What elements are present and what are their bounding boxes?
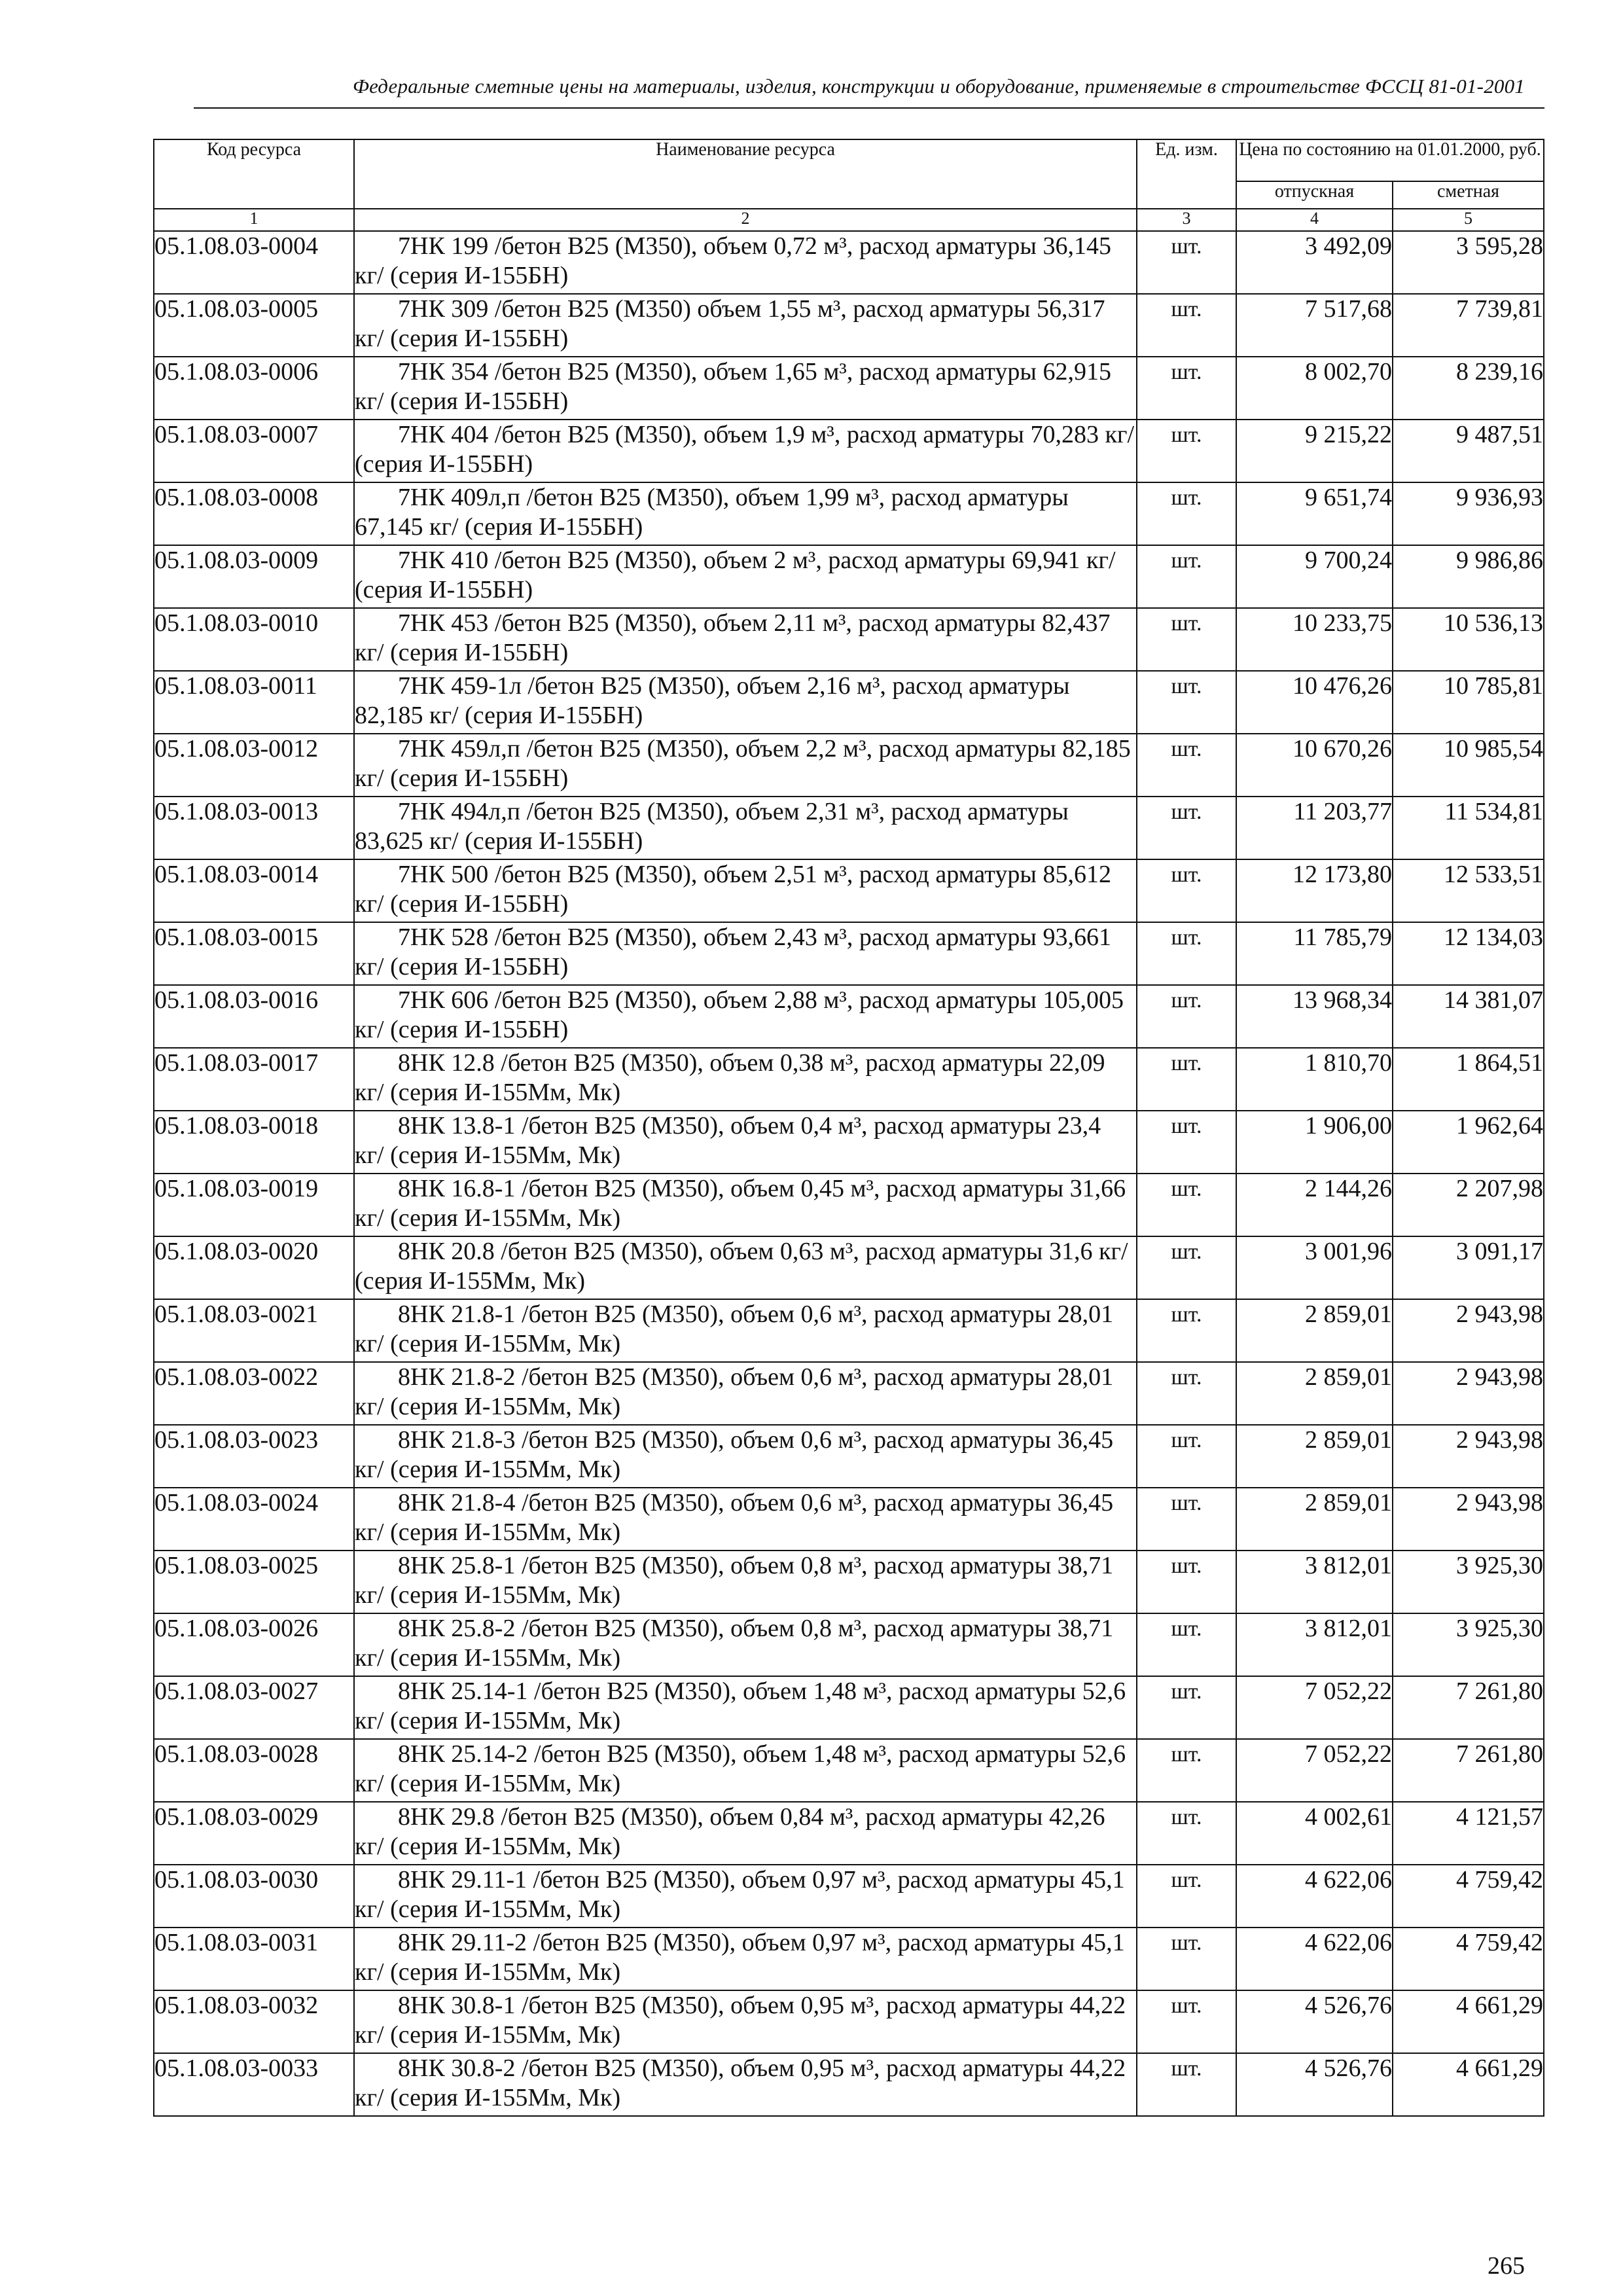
resource-name: 7НК 459-1л /бетон В25 (М350), объем 2,16 м³, расход арматуры 82,185 кг/ (серия И-155БН) — [354, 671, 1137, 734]
resource-code: 05.1.08.03-0015 — [154, 922, 354, 985]
estimate-price: 3 595,28 — [1393, 231, 1544, 294]
release-price: 11 203,77 — [1236, 797, 1393, 859]
resource-name: 7НК 309 /бетон В25 (М350) объем 1,55 м³, расход арматуры 56,317 кг/ (серия И-155БН) — [354, 294, 1137, 357]
release-price: 4 002,61 — [1236, 1802, 1393, 1865]
resource-code: 05.1.08.03-0007 — [154, 420, 354, 482]
column-header-name: Наименование ресурса — [354, 139, 1137, 209]
release-price: 3 812,01 — [1236, 1551, 1393, 1613]
release-price: 9 700,24 — [1236, 545, 1393, 608]
unit: шт. — [1137, 2053, 1236, 2116]
resource-code: 05.1.08.03-0026 — [154, 1613, 354, 1676]
resource-name: 8НК 16.8-1 /бетон В25 (М350), объем 0,45 м³, расход арматуры 31,66 кг/ (серия И-155Мм, Мк) — [354, 1174, 1137, 1236]
resource-name: 8НК 25.8-2 /бетон В25 (М350), объем 0,8 м³, расход арматуры 38,71 кг/ (серия И-155Мм, Мк) — [354, 1613, 1137, 1676]
unit: шт. — [1137, 1739, 1236, 1802]
estimate-price: 4 661,29 — [1393, 2053, 1544, 2116]
table-row — [154, 1174, 1544, 1236]
estimate-price: 2 943,98 — [1393, 1299, 1544, 1362]
resource-name: 8НК 29.11-2 /бетон В25 (М350), объем 0,97 м³, расход арматуры 45,1 кг/ (серия И-155Мм, Мк) — [354, 1928, 1137, 1990]
unit: шт. — [1137, 294, 1236, 357]
table-row — [154, 1802, 1544, 1865]
estimate-price: 2 943,98 — [1393, 1362, 1544, 1425]
table-row — [154, 357, 1544, 420]
table-row — [154, 1865, 1544, 1928]
resource-name: 8НК 20.8 /бетон В25 (М350), объем 0,63 м³, расход арматуры 31,6 кг/ (серия И-155Мм, Мк) — [354, 1236, 1137, 1299]
estimate-price: 1 962,64 — [1393, 1111, 1544, 1174]
release-price: 2 859,01 — [1236, 1425, 1393, 1488]
resource-code: 05.1.08.03-0024 — [154, 1488, 354, 1551]
unit: шт. — [1137, 1613, 1236, 1676]
table-row — [154, 797, 1544, 859]
release-price: 10 670,26 — [1236, 734, 1393, 797]
release-price: 11 785,79 — [1236, 922, 1393, 985]
resource-code: 05.1.08.03-0027 — [154, 1676, 354, 1739]
unit: шт. — [1137, 1299, 1236, 1362]
column-number: 5 — [1393, 209, 1544, 231]
table-row — [154, 1425, 1544, 1488]
unit: шт. — [1137, 1236, 1236, 1299]
running-header: Федеральные сметные цены на материалы, изделия, конструкции и оборудование, применяемые в строительстве ФССЦ 81-01-2001 — [352, 75, 1525, 98]
resource-name: 7НК 410 /бетон В25 (М350), объем 2 м³, расход арматуры 69,941 кг/ (серия И-155БН) — [354, 545, 1137, 608]
table-row — [154, 482, 1544, 545]
release-price: 10 233,75 — [1236, 608, 1393, 671]
estimate-price: 7 261,80 — [1393, 1739, 1544, 1802]
resource-code: 05.1.08.03-0020 — [154, 1236, 354, 1299]
table-row — [154, 1111, 1544, 1174]
resource-code: 05.1.08.03-0018 — [154, 1111, 354, 1174]
resource-name: 8НК 30.8-2 /бетон В25 (М350), объем 0,95 м³, расход арматуры 44,22 кг/ (серия И-155Мм, Мк) — [354, 2053, 1137, 2116]
resource-code: 05.1.08.03-0030 — [154, 1865, 354, 1928]
table-row — [154, 545, 1544, 608]
unit: шт. — [1137, 1425, 1236, 1488]
resource-name: 7НК 453 /бетон В25 (М350), объем 2,11 м³, расход арматуры 82,437 кг/ (серия И-155БН) — [354, 608, 1137, 671]
release-price: 3 001,96 — [1236, 1236, 1393, 1299]
resource-code: 05.1.08.03-0019 — [154, 1174, 354, 1236]
estimate-price: 4 661,29 — [1393, 1990, 1544, 2053]
unit: шт. — [1137, 1362, 1236, 1425]
table-row — [154, 671, 1544, 734]
resource-name: 8НК 25.14-2 /бетон В25 (М350), объем 1,48 м³, расход арматуры 52,6 кг/ (серия И-155Мм, Мк) — [354, 1739, 1137, 1802]
resource-code: 05.1.08.03-0009 — [154, 545, 354, 608]
release-price: 4 526,76 — [1236, 2053, 1393, 2116]
column-number: 2 — [354, 209, 1137, 231]
estimate-price: 2 943,98 — [1393, 1425, 1544, 1488]
resource-name: 8НК 21.8-2 /бетон В25 (М350), объем 0,6 м³, расход арматуры 28,01 кг/ (серия И-155Мм, Мк) — [354, 1362, 1137, 1425]
estimate-price: 12 533,51 — [1393, 859, 1544, 922]
column-header-price-group: Цена по состоянию на 01.01.2000, руб. — [1236, 139, 1544, 181]
resource-code: 05.1.08.03-0014 — [154, 859, 354, 922]
estimate-price: 10 536,13 — [1393, 608, 1544, 671]
unit: шт. — [1137, 1111, 1236, 1174]
unit: шт. — [1137, 985, 1236, 1048]
release-price: 1 810,70 — [1236, 1048, 1393, 1111]
header-divider — [194, 107, 1544, 109]
resource-name: 7НК 459л,п /бетон В25 (М350), объем 2,2 м³, расход арматуры 82,185 кг/ (серия И-155БН) — [354, 734, 1137, 797]
estimate-price: 14 381,07 — [1393, 985, 1544, 1048]
resource-name: 8НК 29.8 /бетон В25 (М350), объем 0,84 м³, расход арматуры 42,26 кг/ (серия И-155Мм, Мк) — [354, 1802, 1137, 1865]
release-price: 2 859,01 — [1236, 1488, 1393, 1551]
unit: шт. — [1137, 608, 1236, 671]
resource-name: 8НК 21.8-4 /бетон В25 (М350), объем 0,6 м³, расход арматуры 36,45 кг/ (серия И-155Мм, Мк) — [354, 1488, 1137, 1551]
table-row — [154, 1488, 1544, 1551]
resource-code: 05.1.08.03-0025 — [154, 1551, 354, 1613]
table-row — [154, 1048, 1544, 1111]
resource-code: 05.1.08.03-0010 — [154, 608, 354, 671]
resource-code: 05.1.08.03-0012 — [154, 734, 354, 797]
unit: шт. — [1137, 420, 1236, 482]
unit: шт. — [1137, 1865, 1236, 1928]
estimate-price: 2 207,98 — [1393, 1174, 1544, 1236]
table-body — [154, 231, 1544, 2116]
unit: шт. — [1137, 1928, 1236, 1990]
estimate-price: 3 925,30 — [1393, 1551, 1544, 1613]
estimate-price: 12 134,03 — [1393, 922, 1544, 985]
table-row — [154, 1739, 1544, 1802]
unit: шт. — [1137, 734, 1236, 797]
resource-name: 8НК 13.8-1 /бетон В25 (М350), объем 0,4 м³, расход арматуры 23,4 кг/ (серия И-155Мм, Мк) — [354, 1111, 1137, 1174]
release-price: 13 968,34 — [1236, 985, 1393, 1048]
unit: шт. — [1137, 482, 1236, 545]
table-row — [154, 1990, 1544, 2053]
column-header-unit: Ед. изм. — [1137, 139, 1236, 209]
column-number: 4 — [1236, 209, 1393, 231]
resource-name: 8НК 21.8-1 /бетон В25 (М350), объем 0,6 м³, расход арматуры 28,01 кг/ (серия И-155Мм, Мк) — [354, 1299, 1137, 1362]
column-number: 1 — [154, 209, 354, 231]
column-header-estimate-price: сметная — [1393, 181, 1544, 209]
estimate-price: 4 759,42 — [1393, 1865, 1544, 1928]
resource-code: 05.1.08.03-0023 — [154, 1425, 354, 1488]
table-row — [154, 420, 1544, 482]
resource-name: 7НК 606 /бетон В25 (М350), объем 2,88 м³, расход арматуры 105,005 кг/ (серия И-155БН) — [354, 985, 1137, 1048]
resource-code: 05.1.08.03-0032 — [154, 1990, 354, 2053]
estimate-price: 4 121,57 — [1393, 1802, 1544, 1865]
table-row — [154, 1236, 1544, 1299]
estimate-price: 3 925,30 — [1393, 1613, 1544, 1676]
release-price: 3 812,01 — [1236, 1613, 1393, 1676]
unit: шт. — [1137, 859, 1236, 922]
release-price: 2 144,26 — [1236, 1174, 1393, 1236]
estimate-price: 10 985,54 — [1393, 734, 1544, 797]
unit: шт. — [1137, 1802, 1236, 1865]
release-price: 9 651,74 — [1236, 482, 1393, 545]
estimate-price: 4 759,42 — [1393, 1928, 1544, 1990]
table-row — [154, 1362, 1544, 1425]
unit: шт. — [1137, 1048, 1236, 1111]
table-row — [154, 1299, 1544, 1362]
release-price: 9 215,22 — [1236, 420, 1393, 482]
resource-name: 7НК 494л,п /бетон В25 (М350), объем 2,31 м³, расход арматуры 83,625 кг/ (серия И-155БН) — [354, 797, 1137, 859]
resource-name: 7НК 354 /бетон В25 (М350), объем 1,65 м³, расход арматуры 62,915 кг/ (серия И-155БН) — [354, 357, 1137, 420]
resource-code: 05.1.08.03-0029 — [154, 1802, 354, 1865]
estimate-price: 9 986,86 — [1393, 545, 1544, 608]
resource-code: 05.1.08.03-0028 — [154, 1739, 354, 1802]
estimate-price: 8 239,16 — [1393, 357, 1544, 420]
table-row — [154, 2053, 1544, 2116]
resource-name: 7НК 528 /бетон В25 (М350), объем 2,43 м³, расход арматуры 93,661 кг/ (серия И-155БН) — [354, 922, 1137, 985]
estimate-price: 10 785,81 — [1393, 671, 1544, 734]
unit: шт. — [1137, 545, 1236, 608]
estimate-price: 9 487,51 — [1393, 420, 1544, 482]
unit: шт. — [1137, 671, 1236, 734]
unit: шт. — [1137, 1174, 1236, 1236]
release-price: 10 476,26 — [1236, 671, 1393, 734]
resource-name: 7НК 404 /бетон В25 (М350), объем 1,9 м³, расход арматуры 70,283 кг/ (серия И-155БН) — [354, 420, 1137, 482]
column-number: 3 — [1137, 209, 1236, 231]
resource-name: 8НК 29.11-1 /бетон В25 (М350), объем 0,97 м³, расход арматуры 45,1 кг/ (серия И-155Мм, Мк) — [354, 1865, 1137, 1928]
release-price: 7 517,68 — [1236, 294, 1393, 357]
column-header-code: Код ресурса — [154, 139, 354, 209]
estimate-price: 7 739,81 — [1393, 294, 1544, 357]
unit: шт. — [1137, 1488, 1236, 1551]
resource-code: 05.1.08.03-0008 — [154, 482, 354, 545]
resource-code: 05.1.08.03-0013 — [154, 797, 354, 859]
release-price: 4 526,76 — [1236, 1990, 1393, 2053]
estimate-price: 7 261,80 — [1393, 1676, 1544, 1739]
table-row — [154, 608, 1544, 671]
unit: шт. — [1137, 922, 1236, 985]
release-price: 4 622,06 — [1236, 1865, 1393, 1928]
unit: шт. — [1137, 231, 1236, 294]
resource-name: 8НК 25.14-1 /бетон В25 (М350), объем 1,48 м³, расход арматуры 52,6 кг/ (серия И-155Мм, Мк) — [354, 1676, 1137, 1739]
column-header-release-price: отпускная — [1236, 181, 1393, 209]
table-row — [154, 859, 1544, 922]
resource-code: 05.1.08.03-0006 — [154, 357, 354, 420]
table-row — [154, 231, 1544, 294]
release-price: 7 052,22 — [1236, 1676, 1393, 1739]
estimate-price: 9 936,93 — [1393, 482, 1544, 545]
resource-name: 7НК 500 /бетон В25 (М350), объем 2,51 м³, расход арматуры 85,612 кг/ (серия И-155БН) — [354, 859, 1137, 922]
unit: шт. — [1137, 797, 1236, 859]
release-price: 2 859,01 — [1236, 1299, 1393, 1362]
resource-code: 05.1.08.03-0017 — [154, 1048, 354, 1111]
unit: шт. — [1137, 1551, 1236, 1613]
release-price: 7 052,22 — [1236, 1739, 1393, 1802]
price-table — [153, 139, 1544, 2117]
unit: шт. — [1137, 1676, 1236, 1739]
resource-name: 8НК 21.8-3 /бетон В25 (М350), объем 0,6 м³, расход арматуры 36,45 кг/ (серия И-155Мм, Мк) — [354, 1425, 1137, 1488]
table-row — [154, 1613, 1544, 1676]
estimate-price: 3 091,17 — [1393, 1236, 1544, 1299]
release-price: 8 002,70 — [1236, 357, 1393, 420]
estimate-price: 2 943,98 — [1393, 1488, 1544, 1551]
resource-name: 8НК 12.8 /бетон В25 (М350), объем 0,38 м³, расход арматуры 22,09 кг/ (серия И-155Мм, Мк) — [354, 1048, 1137, 1111]
release-price: 3 492,09 — [1236, 231, 1393, 294]
resource-code: 05.1.08.03-0033 — [154, 2053, 354, 2116]
release-price: 1 906,00 — [1236, 1111, 1393, 1174]
resource-code: 05.1.08.03-0011 — [154, 671, 354, 734]
resource-name: 7НК 199 /бетон В25 (М350), объем 0,72 м³, расход арматуры 36,145 кг/ (серия И-155БН) — [354, 231, 1137, 294]
table-row — [154, 1551, 1544, 1613]
unit: шт. — [1137, 357, 1236, 420]
table-row — [154, 985, 1544, 1048]
table-row — [154, 1676, 1544, 1739]
resource-code: 05.1.08.03-0016 — [154, 985, 354, 1048]
resource-code: 05.1.08.03-0005 — [154, 294, 354, 357]
release-price: 2 859,01 — [1236, 1362, 1393, 1425]
resource-code: 05.1.08.03-0022 — [154, 1362, 354, 1425]
resource-code: 05.1.08.03-0031 — [154, 1928, 354, 1990]
table-row — [154, 1928, 1544, 1990]
table-row — [154, 294, 1544, 357]
resource-code: 05.1.08.03-0021 — [154, 1299, 354, 1362]
release-price: 4 622,06 — [1236, 1928, 1393, 1990]
resource-name: 8НК 25.8-1 /бетон В25 (М350), объем 0,8 м³, расход арматуры 38,71 кг/ (серия И-155Мм, Мк) — [354, 1551, 1137, 1613]
resource-code: 05.1.08.03-0004 — [154, 231, 354, 294]
table-row — [154, 922, 1544, 985]
table-header — [154, 139, 1544, 231]
unit: шт. — [1137, 1990, 1236, 2053]
estimate-price: 1 864,51 — [1393, 1048, 1544, 1111]
resource-name: 7НК 409л,п /бетон В25 (М350), объем 1,99 м³, расход арматуры 67,145 кг/ (серия И-155БН) — [354, 482, 1137, 545]
estimate-price: 11 534,81 — [1393, 797, 1544, 859]
resource-name: 8НК 30.8-1 /бетон В25 (М350), объем 0,95 м³, расход арматуры 44,22 кг/ (серия И-155Мм, Мк) — [354, 1990, 1137, 2053]
page-number: 265 — [1488, 2252, 1525, 2280]
table-row — [154, 734, 1544, 797]
release-price: 12 173,80 — [1236, 859, 1393, 922]
